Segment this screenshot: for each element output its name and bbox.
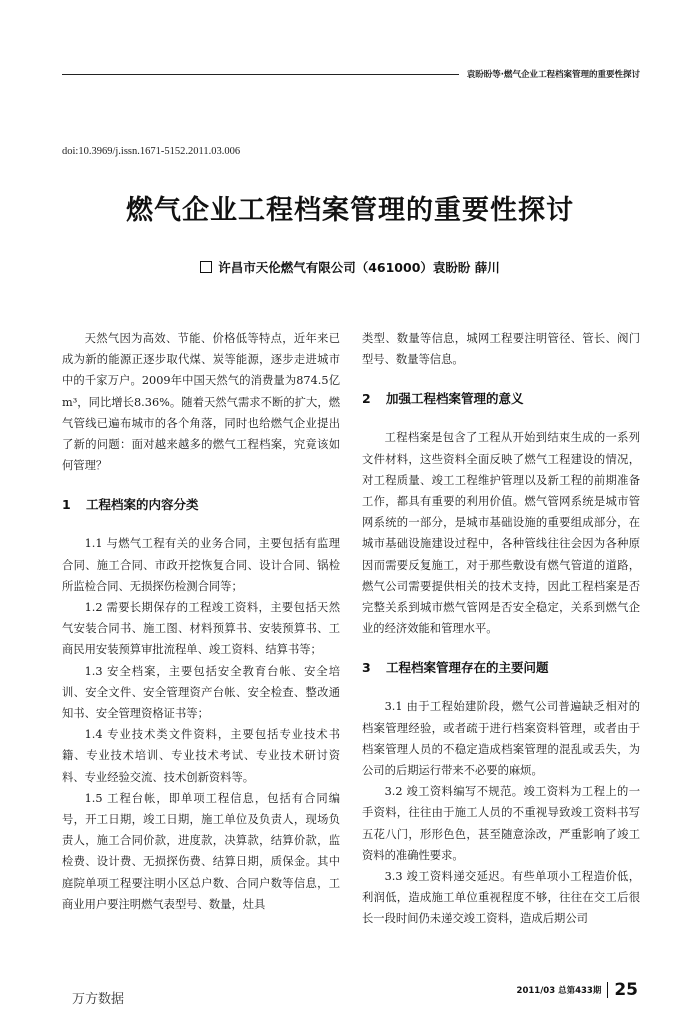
page-footer: [517, 980, 638, 1000]
left-column: [62, 328, 340, 915]
issue-label: 2011/03 总第433期: [516, 986, 602, 996]
header-rule: [62, 74, 459, 75]
byline: [0, 258, 700, 276]
byline-box-icon: [200, 261, 212, 273]
section-1-number: 1: [62, 497, 71, 513]
section-2-number: 2: [362, 391, 371, 407]
article-title: 燃气企业工程档案管理的重要性探讨: [126, 195, 574, 226]
page-number: 25: [614, 980, 638, 1000]
section-3-number: 3: [362, 660, 371, 676]
paragraph-3-1: 3.1 由于工程始建阶段，燃气公司普遍缺乏相对的档案管理经验，或者疏于进行档案资料管理，或者由于档案管理人员的不稳定造成档案管理的混乱或丢失，为公司的后期运行带来不必要的麻烦。: [362, 700, 640, 778]
paragraph-1-5: 1.5 工程台帐，即单项工程信息，包括有合同编号，开工日期，竣工日期，施工单位及负责人，现场负责人，施工合同价款，进度款，决算款，结算价款，监检费、设计费、无损探伤费、结算日期，质保金。其中庭院单项工程要注明小区总户数、合同户数等信息，工商业用户要注明燃气表型号、数量，灶具: [62, 791, 340, 911]
continuation-paragraph: 类型、数量等信息，城网工程要注明管径、管长、阀门型号、数量等信息。: [362, 332, 640, 367]
paragraph-3-2: 3.2 竣工资料编写不规范。竣工资料为工程上的一手资料，往往由于施工人员的不重视导致竣工资料书写五花八门，形形色色，甚至随意涂改，严重影响了竣工资料的准确性要求。: [362, 785, 640, 862]
paragraph-3-3: 3.3 竣工资料递交延迟。有些单项小工程造价低，利润低，造成施工单位重视程度不够，往往在交工后很长一段时间仍未递交竣工资料，造成后期公司: [362, 870, 640, 926]
intro-paragraph: 天然气因为高效、节能、价格低等特点，近年来已成为新的能源正逐步取代煤、炭等能源，逐步走进城市中的千家万户。2009年中国天然气的消费量为874.5亿m³，同比增长8.36%。随着天然气需求不断的扩大，燃气管线已遍布城市的各个角落，同时也给燃气企业提出了新的问题：面对越来越多的燃气工程档案，究竟该如何管理？: [62, 332, 340, 473]
section-2-heading: [362, 388, 640, 409]
paragraph-1-2: 1.2 需要长期保存的工程竣工资料，主要包括天然气安装合同书、施工图、材料预算书、安装预算书、工商民用安装预算审批流程单、竣工资料、结算书等；: [62, 601, 340, 657]
running-header: [62, 66, 640, 82]
section-3-title: 工程档案管理存在的主要问题: [386, 660, 549, 676]
paragraph-1-1: 1.1 与燃气工程有关的业务合同，主要包括有监理合同、施工合同、市政开挖恢复合同、设计合同、锅检所监检合同、无损探伤检测合同等；: [62, 537, 340, 593]
byline-text: 许昌市天伦燃气有限公司（461000）袁盼盼 薛川: [218, 260, 500, 275]
footer-divider: [607, 982, 608, 998]
doi-line: doi:10.3969/j.issn.1671-5152.2011.03.006: [62, 146, 241, 157]
section-1-heading: [62, 494, 340, 515]
section-2-title: 加强工程档案管理的意义: [386, 391, 524, 407]
section-1-title: 工程档案的内容分类: [86, 497, 199, 513]
paragraph-1-3: 1.3 安全档案，主要包括安全教育台帐、安全培训、安全文件、安全管理资产台帐、安全检查、整改通知书、安全管理资格证书等；: [62, 664, 340, 721]
watermark: 万方数据: [72, 992, 125, 1007]
right-column: [362, 328, 640, 930]
paragraph-2: 工程档案是包含了工程从开始到结束生成的一系列文件材料，这些资料全面反映了燃气工程建设的情况，对工程质量、竣工工程维护管理以及新工程的前期准备工作，都具有重要的利用价值。燃气管网系统是城市管网系统的一部分，是城市基础设施的重要组成部分，在城市基础设施建设过程中，各种管线往往会因为各种原因而需要反复施工，对于那些敷设有燃气管道的道路，燃气公司需要提供相关的技术支持，因此工程档案是否完整关系到城市燃气管网是否安全稳定，关系到燃气企业的经济效能和管理水平。: [362, 431, 640, 636]
running-title: 袁盼盼等·燃气企业工程档案管理的重要性探讨: [466, 70, 640, 80]
paragraph-1-4: 1.4 专业技术类文件资料，主要包括专业技术书籍、专业技术培训、专业技术考试、专业技术研讨资料、专业经验交流、技术创新资料等。: [62, 728, 340, 784]
section-3-heading: [362, 657, 640, 678]
